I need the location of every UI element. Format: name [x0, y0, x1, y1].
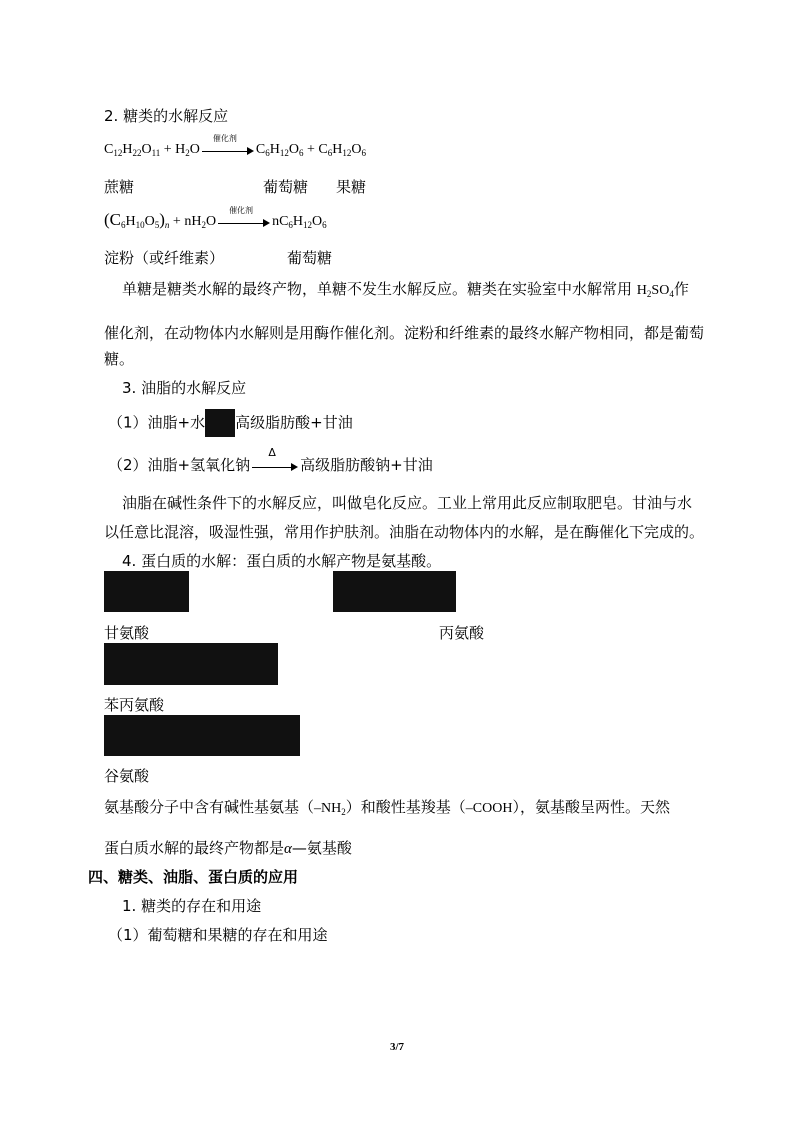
redacted-structure-glutamic-acid — [104, 715, 300, 756]
section-4-title: 4. 蛋白质的水解：蛋白质的水解产物是氨基酸。 — [122, 552, 442, 570]
label-phenylalanine: 苯丙氨酸 — [104, 696, 165, 714]
label-sucrose: 蔗糖 — [104, 178, 135, 196]
reaction-arrow: Δ — [252, 459, 298, 473]
redacted-structure-alanine — [333, 571, 456, 612]
label-glucose-2: 葡萄糖 — [287, 249, 333, 267]
label-alanine: 丙氨酸 — [439, 624, 485, 642]
starch-hydrolysis-equation: $(C_6H_{10}O_5)_n + nH_2O$ 催化剂 $nC_6H_{12}O_6$ — [104, 205, 327, 230]
section-4-1-title: 1. 糖类的存在和用途 — [122, 897, 262, 915]
heading-applications: 四、糖类、油脂、蛋白质的应用 — [88, 868, 299, 886]
fat-hydrolysis-reaction-2: （2）油脂+氢氧化钠 Δ 高级脂肪酸钠+甘油 — [108, 445, 433, 474]
label-fructose: 果糖 — [336, 178, 367, 196]
reaction-arrow: 催化剂 — [218, 215, 270, 229]
redacted-structure-glycine — [104, 571, 189, 612]
paragraph-amino-acid-line2: 蛋白质水解的最终产物都是α—氨基酸 — [104, 839, 352, 857]
section-4-1-1-title: （1）葡萄糖和果糖的存在和用途 — [108, 926, 328, 944]
redacted-arrow — [205, 409, 235, 437]
section-2-title: 2. 糖类的水解反应 — [104, 107, 229, 125]
label-glycine: 甘氨酸 — [104, 624, 150, 642]
redacted-structure-phenylalanine — [104, 643, 278, 685]
paragraph-monosaccharide-line3: 糖。 — [104, 350, 135, 368]
paragraph-saponification-line1: 油脂在碱性条件下的水解反应，叫做皂化反应。工业上常用此反应制取肥皂。甘油与水 — [122, 494, 693, 512]
reaction-arrow: 催化剂 — [202, 143, 254, 157]
paragraph-monosaccharide-line1: 单糖是糖类水解的最终产物，单糖不发生水解反应。糖类在实验室中水解常用 $H_2SO_4$作 — [122, 280, 689, 299]
section-3-title: 3. 油脂的水解反应 — [122, 379, 247, 397]
paragraph-monosaccharide-line2: 催化剂，在动物体内水解则是用酶作催化剂。淀粉和纤维素的最终水解产物相同，都是葡萄 — [104, 324, 705, 342]
label-starch: 淀粉（或纤维素） — [104, 249, 225, 267]
label-glutamic-acid: 谷氨酸 — [104, 767, 150, 785]
fat-hydrolysis-reaction-1: （1）油脂+水 高级脂肪酸+甘油 — [108, 409, 353, 437]
paragraph-saponification-line2: 以任意比混溶，吸湿性强，常用作护肤剂。油脂在动物体内的水解，是在酶催化下完成的。 — [104, 523, 705, 541]
paragraph-amino-acid-line1: 氨基酸分子中含有碱性基氨基$(-NH_2)$和酸性基羧基（–COOH），氨基酸呈两性。天然 — [104, 798, 670, 817]
page-number: 3/7 — [389, 1041, 405, 1053]
label-glucose: 葡萄糖 — [263, 178, 309, 196]
sucrose-hydrolysis-equation: $C_{12}H_{22}O_{11} + H_2O$ 催化剂 $C_6H_{12}O_6 + C_6H_{12}O_6$ — [104, 133, 366, 158]
